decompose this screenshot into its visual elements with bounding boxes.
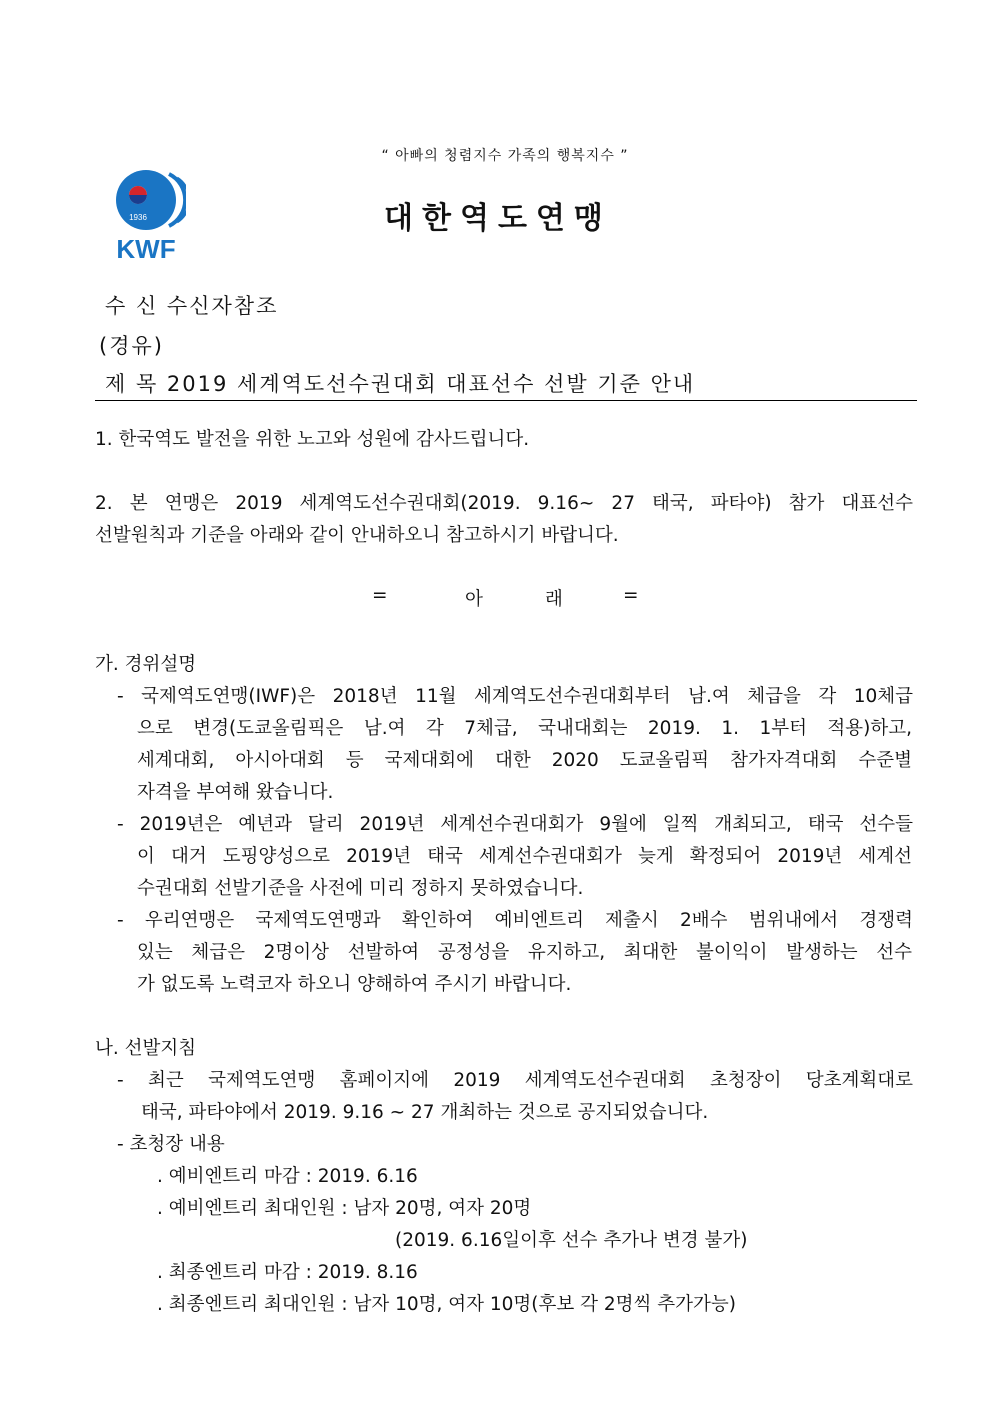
section-b-bullet-2-title: - 초청장 내용 — [117, 1134, 225, 1155]
section-b-bullet-1-line-2: 태국, 파타야에서 2019. 9.16 ~ 27 개최하는 것으로 공지되었습니다. — [141, 1102, 709, 1123]
invitation-item: . 최종엔트리 마감 : 2019. 8.16 — [157, 1262, 418, 1283]
invitation-item: . 최종엔트리 최대인원 : 남자 10명, 여자 10명(후보 각 2명씩 추가가능) — [157, 1294, 736, 1315]
section-a-bullet-3-line-2: 있는 체급은 2명이상 선발하여 공정성을 유지하고, 최대한 불이익이 발생하는 선수 — [137, 942, 912, 963]
section-a-bullet-2-line-2: 이 대거 도핑양성으로 2019년 태국 세계선수권대회가 늦게 확정되어 2019년 세계선 — [137, 846, 912, 867]
section-a-bullet-1-line-1: - 국제역도연맹(IWF)은 2018년 11월 세계역도선수권대회부터 남.여 체급을 각 10체급 — [117, 686, 913, 707]
recipient-line: 수 신 수신자참조 — [105, 294, 279, 318]
section-a-bullet-3-line-3: 가 없도록 노력코자 하오니 양해하여 주시기 바랍니다. — [137, 974, 572, 995]
kwf-logo — [106, 168, 186, 263]
invitation-item-note: (2019. 6.16일이후 선수 추가나 변경 불가) — [395, 1230, 748, 1251]
section-a-bullet-3-line-1: - 우리연맹은 국제역도연맹과 확인하여 예비엔트리 제출시 2배수 범위내에서 경쟁력 — [117, 910, 913, 931]
slogan: “ 아빠의 청렴지수 가족의 행복지수 ” — [381, 148, 629, 164]
notice-rae: 래 — [545, 589, 563, 610]
section-b-bullet-1-line-1: - 최근 국제역도연맹 홈페이지에 2019 세계역도선수권대회 초청장이 당초계획대로 — [117, 1070, 913, 1091]
paragraph-1: 1. 한국역도 발전을 위한 노고와 성원에 감사드립니다. — [95, 429, 530, 450]
notice-eq-left: = — [372, 585, 388, 606]
org-name: 대한역도연맹 — [384, 201, 612, 236]
paragraph-2-line-2: 선발원칙과 기준을 아래와 같이 안내하오니 참고하시기 바랍니다. — [95, 525, 619, 546]
logo-text: KWF — [116, 234, 176, 263]
invitation-item: . 예비엔트리 마감 : 2019. 6.16 — [157, 1166, 418, 1187]
paragraph-2-line-1: 2. 본 연맹은 2019 세계역도선수권대회(2019. 9.16~ 27 태국, 파타야) 참가 대표선수 — [95, 493, 913, 514]
section-a-bullet-1-line-2: 으로 변경(도쿄올림픽은 남.여 각 7체급, 국내대회는 2019. 1. 1부터 적용)하고, — [137, 718, 912, 739]
section-a-title: 가. 경위설명 — [95, 654, 197, 675]
section-a-bullet-2-line-3: 수권대회 선발기준을 사전에 미리 정하지 못하였습니다. — [137, 878, 584, 899]
section-a-bullet-1-line-4: 자격을 부여해 왔습니다. — [137, 782, 334, 803]
section-a-bullet-2-line-1: - 2019년은 예년과 달리 2019년 세계선수권대회가 9월에 일찍 개최되고, 태국 선수들 — [117, 814, 913, 835]
invitation-item: . 예비엔트리 최대인원 : 남자 20명, 여자 20명 — [157, 1198, 532, 1219]
section-b-title: 나. 선발지침 — [95, 1038, 197, 1059]
subject-line: 제 목 2019 세계역도선수권대회 대표선수 선발 기준 안내 — [105, 372, 696, 396]
logo-year: 1936 — [129, 213, 147, 222]
notice-eq-right: = — [623, 585, 639, 606]
subject-divider — [95, 400, 917, 401]
section-a-bullet-1-line-3: 세계대회, 아시아대회 등 국제대회에 대한 2020 도쿄올림픽 참가자격대회 수준별 — [137, 750, 912, 771]
notice-a: 아 — [465, 589, 483, 610]
via-line: (경유) — [99, 334, 164, 358]
